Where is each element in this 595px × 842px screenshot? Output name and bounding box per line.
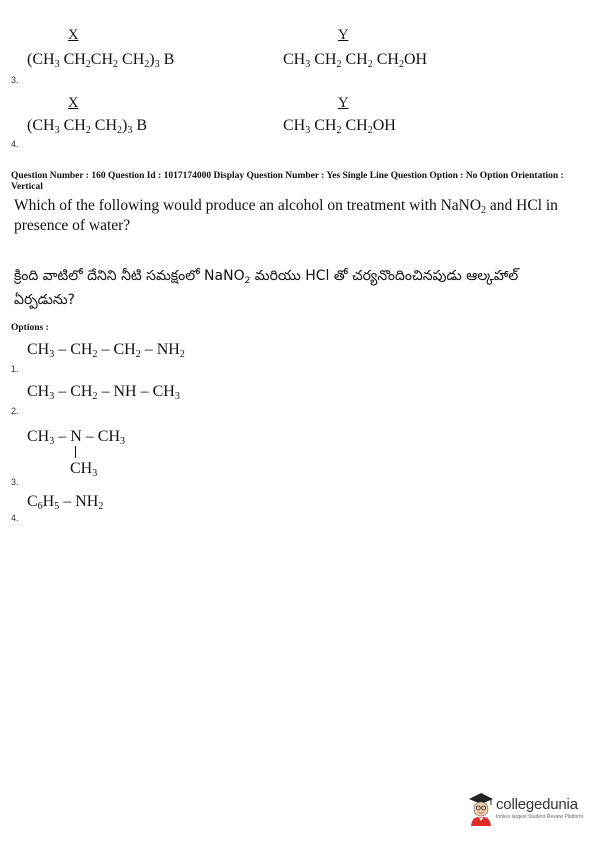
question-text-before: Which of the following would produce an alcohol on treatment with NaNO (14, 197, 482, 214)
formula-text: B (132, 117, 148, 134)
opt3-x-header: X (68, 27, 79, 43)
opt4-y-formula (283, 117, 396, 135)
formula-subscript: 3 (49, 349, 55, 360)
formula-subscript: 2 (117, 125, 123, 136)
formula-subscript: 3 (305, 125, 311, 136)
option-2-formula[interactable] (27, 383, 180, 401)
collegedunia-logo (466, 790, 583, 826)
question-text-telugu (14, 264, 579, 312)
telugu-text-before: క్రింది వాటిలో దేనిని నీటి సమక్షంలో NaNO (14, 268, 245, 284)
formula-subscript: 2 (179, 349, 185, 360)
formula-text: CH (90, 51, 114, 68)
formula-subscript: 3 (49, 436, 55, 447)
brand-name: collegedunia (496, 796, 578, 813)
formula-text: – NH – CH (97, 383, 175, 400)
formula-text: CH (70, 460, 93, 477)
opt4-y-header: Y (338, 95, 349, 111)
formula-text: CH (90, 117, 118, 134)
formula-text: CH (372, 51, 399, 68)
formula-subscript: 2 (336, 125, 342, 136)
formula-subscript: 5 (54, 501, 60, 512)
formula-text: CH (341, 51, 368, 68)
formula-subscript: 2 (92, 391, 98, 402)
option-3-branch (70, 460, 97, 478)
formula-text: CH (27, 341, 50, 358)
formula-subscript: 2 (135, 349, 141, 360)
formula-subscript: 3 (154, 59, 160, 70)
formula-text: B (159, 51, 175, 68)
formula-subscript: 2 (85, 59, 91, 70)
option-4-formula[interactable] (27, 493, 103, 511)
option-1-formula[interactable] (27, 341, 185, 359)
question-meta: Question Number : 160 Question Id : 1017174000 Display Question Number : Yes Single Line Question Option : No Option Orientation : Vertical (11, 171, 564, 192)
opt4-x-header: X (68, 95, 79, 111)
opt3-y-header: Y (338, 27, 349, 43)
formula-subscript: 2 (367, 125, 373, 136)
formula-text: (CH (27, 51, 55, 68)
question-text-sub: 2 (481, 205, 487, 216)
formula-subscript: 2 (85, 125, 91, 136)
question-text (14, 196, 579, 236)
formula-subscript: 2 (367, 59, 373, 70)
option-3-number: 3. (11, 477, 19, 487)
formula-text: CH (118, 51, 145, 68)
formula-text: – CH (54, 383, 93, 400)
opt3-number: 3. (11, 75, 19, 85)
opt4-x-formula (27, 117, 147, 135)
formula-text: – NH (140, 341, 180, 358)
formula-text: CH (310, 51, 337, 68)
formula-text: OH (403, 51, 428, 68)
formula-subscript: 3 (174, 391, 180, 402)
formula-subscript: 2 (336, 59, 342, 70)
formula-text: – CH (54, 341, 93, 358)
formula-subscript: 2 (113, 59, 119, 70)
formula-subscript: 2 (92, 349, 98, 360)
formula-text: CH (341, 117, 368, 134)
brand-tagline: India's largest Student Review Platform (496, 814, 584, 820)
formula-text: ) (122, 117, 128, 134)
telugu-text-after: మరియు HCl తో చర్యనొందించినపుడు ఆల్కహాల్ ఏర్పడును? (14, 268, 519, 308)
formula-subscript: 2 (98, 501, 104, 512)
opt4-number: 4. (11, 139, 19, 149)
formula-subscript: 2 (144, 59, 150, 70)
formula-text: – N – CH (54, 428, 121, 445)
logo-text (496, 796, 583, 820)
telugu-text-sub: 2 (244, 276, 251, 286)
option-4-number: 4. (11, 513, 19, 523)
question-text-after: and HCl in presence of water? (14, 197, 558, 234)
formula-subscript: 3 (54, 59, 60, 70)
formula-text: OH (372, 117, 396, 134)
option-1-number: 1. (11, 364, 19, 374)
formula-subscript: 2 (398, 59, 404, 70)
formula-text: CH (59, 51, 86, 68)
formula-subscript: 3 (127, 125, 133, 136)
formula-subscript: 3 (49, 391, 55, 402)
formula-text: (CH (27, 117, 55, 134)
formula-subscript: 3 (305, 59, 311, 70)
formula-text: ) (149, 51, 155, 68)
formula-text: CH (310, 117, 337, 134)
opt3-y-formula (283, 51, 427, 69)
options-label: Options : (11, 323, 49, 333)
formula-subscript: 3 (92, 468, 98, 479)
formula-text: CH (27, 383, 50, 400)
formula-text: CH (59, 117, 86, 134)
formula-text: H (42, 493, 55, 510)
formula-text: C (27, 493, 38, 510)
formula-subscript: 3 (120, 436, 126, 447)
option-2-number: 2. (11, 406, 19, 416)
graduate-avatar-icon (466, 790, 496, 826)
formula-text: – NH (59, 493, 99, 510)
opt3-x-formula (27, 51, 174, 69)
option-3-formula[interactable] (27, 428, 125, 446)
formula-text: CH (27, 428, 50, 445)
option-3-bond (75, 446, 76, 458)
formula-subscript: 6 (37, 501, 43, 512)
formula-text: CH (283, 51, 306, 68)
formula-subscript: 3 (54, 125, 60, 136)
formula-text: CH (283, 117, 306, 134)
formula-text: – CH (97, 341, 136, 358)
